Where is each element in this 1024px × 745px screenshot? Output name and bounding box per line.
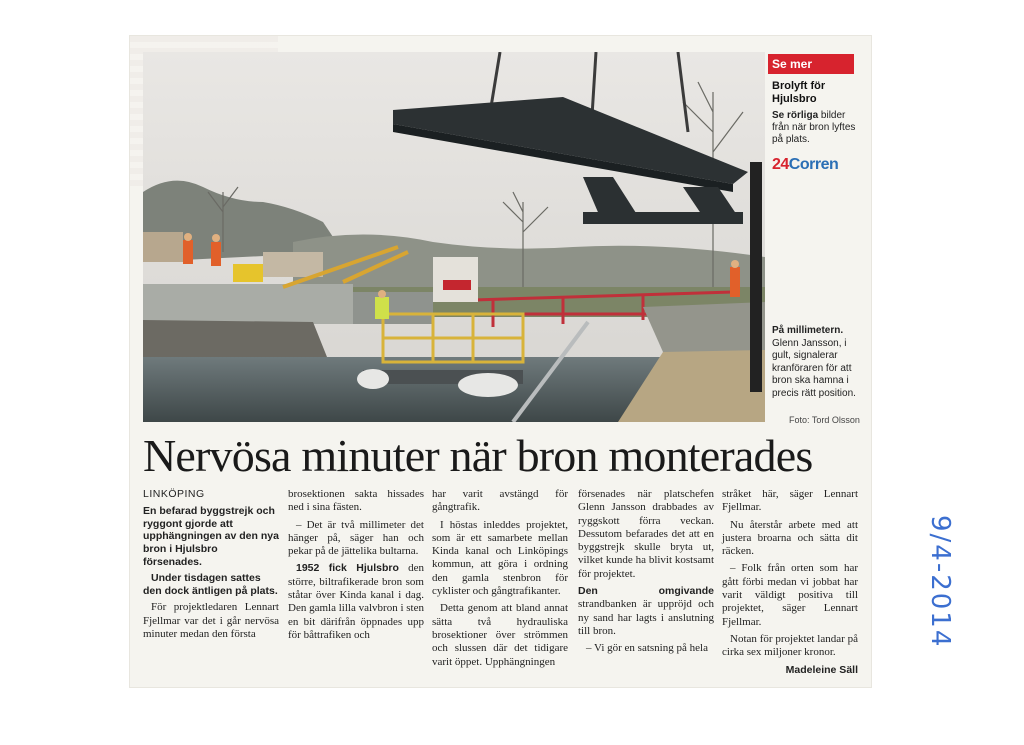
caption-text: Glenn Jansson, i gult, signalerar kranföraren för att bron ska hamna i precis rätt position. bbox=[772, 337, 856, 399]
body-paragraph: Detta genom att bland annat sätta två hydrauliska brosektioner över strömmen och slussen där det tidigare varit öppet. Upphängningen bbox=[432, 602, 568, 668]
subhead-bold: 1952 fick Hjulsbro bbox=[296, 562, 399, 575]
body-paragraph: – Vi gör en satsning på hela bbox=[586, 642, 708, 655]
bridge-photo bbox=[143, 52, 765, 422]
sidebox-body-text: bilder från när bron lyftes på plats. bbox=[772, 110, 856, 145]
body-paragraph: – Folk från orten som har gått förbi medan vi jobbat har varit väldigt positiva till projektet, säger Lennart Fjellmar. bbox=[722, 562, 858, 628]
lead-paragraph: En befarad byggstrejk och ryggont gjorde att upphängningen av den nya bron i Hjulsbro försenades. bbox=[143, 505, 279, 568]
brand-number: 24 bbox=[772, 156, 789, 173]
article-column-4 bbox=[578, 488, 714, 660]
body-paragraph: Notan för projektet landar på cirka sex miljoner kronor. bbox=[722, 632, 858, 659]
sidebox-body-bold: Se rörliga bbox=[772, 110, 819, 121]
body-paragraph: För projektledaren Lennart Fjellmar var det i går nervösa minuter medan den första bbox=[143, 601, 279, 641]
body-paragraph bbox=[288, 562, 424, 642]
article-column-1 bbox=[143, 488, 279, 645]
subhead-bold: Den omgivande bbox=[578, 585, 714, 598]
body-paragraph: försenades när platschefen Glenn Jansson drabbades av ryggskott förra veckan. Dessutom befarades det att en byggstrejk skulle bryta ut, vilket kunde ha blivit kostsamt för projektet. bbox=[578, 488, 714, 580]
body-paragraph: – Det är två millimeter det hänger på, säger han och pekar på de jättelika bultarna. bbox=[288, 518, 424, 558]
sidebox-body bbox=[772, 110, 856, 146]
lead-paragraph-2: Under tisdagen sattes den dock äntligen på plats. bbox=[143, 572, 278, 597]
body-paragraph: har varit avstängd för gångtrafik. bbox=[432, 488, 568, 514]
caption-bold: På millimetern. bbox=[772, 325, 844, 336]
photo-caption bbox=[772, 325, 862, 400]
body-text: den större, biltrafikerade bron som ståtar över Kinda kanal i dag. Den gamla lilla valvbron i sten en bit därifrån öppnades upp för båttrafiken och bbox=[288, 562, 425, 641]
byline: Madeleine Säll bbox=[785, 663, 858, 676]
brand-name: Corren bbox=[788, 156, 839, 173]
body-text: strandbanken är uppröjd och ny sand har lagts i anslutning till bron. bbox=[578, 598, 714, 637]
handwritten-date: 9/4-2014 bbox=[925, 515, 955, 649]
body-paragraph: brosektionen sakta hissades ned i sina fästen. bbox=[288, 488, 424, 514]
headline: Nervösa minuter när bron monterades bbox=[143, 430, 813, 481]
article-column-5 bbox=[722, 488, 858, 681]
dateline: LINKÖPING bbox=[143, 488, 205, 500]
body-paragraph bbox=[578, 585, 714, 638]
article-column-3 bbox=[432, 488, 568, 673]
body-paragraph: stråket här, säger Lennart Fjellmar. bbox=[722, 488, 858, 514]
article-column-2 bbox=[288, 488, 424, 646]
body-paragraph: I höstas inleddes projektet, som är ett samarbete mellan Kinda kanal och Linköpings kommun, att göra i ordning den gamla stenbron för cyklister och gångtrafikanter. bbox=[432, 518, 568, 598]
se-mer-tag: Se mer bbox=[768, 54, 854, 74]
sidebox-title: Brolyft för Hjulsbro bbox=[772, 80, 826, 105]
photo-credit: Foto: Tord Olsson bbox=[789, 415, 860, 425]
body-paragraph: Nu återstår arbete med att justera broarna och sätta dit räcken. bbox=[722, 518, 858, 558]
corren-logo bbox=[772, 156, 838, 174]
